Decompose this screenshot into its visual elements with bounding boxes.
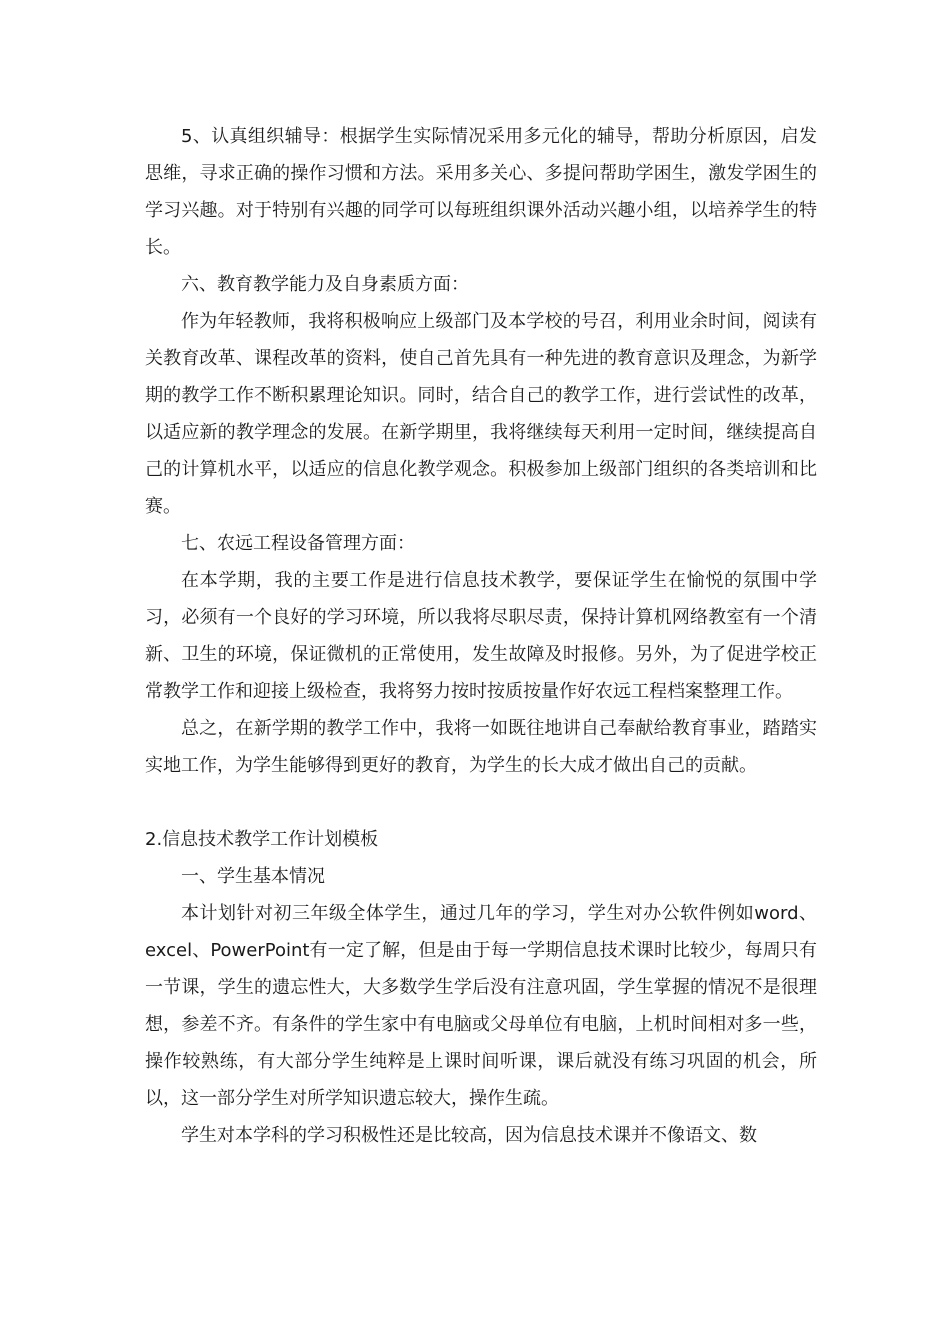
heading-equipment-management: 七、农远工程设备管理方面： <box>181 533 415 554</box>
paragraph-learning-enthusiasm: 学生对本学科的学习积极性还是比较高，因为信息技术课并不像语文、数 <box>181 1125 757 1146</box>
paragraph-teaching-ability: 作为年轻教师，我将积极响应上级部门及本学校的号召，利用业余时间，阅读有关教育改革、课程改革的资料，使自己首先具有一种先进的教育意识及理念，为新学期的教学工作不断积累理论知识。同时，结合自己的教学工作，进行尝试性的改革，以适应新的教学理念的发展。在新学期里，我将继续每天利用一定时间，继续提高自己的计算机水平，以适应的信息化教学观念。积极参加上级部门组织的各类培训和比赛。 <box>145 311 817 517</box>
document-body <box>145 118 817 1154</box>
heading-student-situation: 一、学生基本情况 <box>181 866 325 887</box>
paragraph-tutoring: 5、认真组织辅导：根据学生实际情况采用多元化的辅导，帮助分析原因，启发思维，寻求正确的操作习惯和方法。采用多关心、多提问帮助学困生，激发学困生的学习兴趣。对于特别有兴趣的同学可以每班组织课外活动兴趣小组，以培养学生的特长。 <box>145 126 817 258</box>
blank-line <box>145 784 817 821</box>
paragraph-student-situation: 本计划针对初三年级全体学生，通过几年的学习，学生对办公软件例如word、excel、PowerPoint有一定了解，但是由于每一学期信息技术课时比较少，每周只有一节课，学生的遗忘性大，大多数学生学后没有注意巩固，学生掌握的情况不是很理想，参差不齐。有条件的学生家中有电脑或父母单位有电脑，上机时间相对多一些，操作较熟练，有大部分学生纯粹是上课时间听课，课后就没有练习巩固的机会，所以，这一部分学生对所学知识遗忘较大，操作生疏。 <box>145 903 817 1109</box>
paragraph-conclusion: 总之，在新学期的教学工作中，我将一如既往地讲自己奉献给教育事业，踏踏实实地工作，为学生能够得到更好的教育，为学生的长大成才做出自己的贡献。 <box>145 718 817 776</box>
paragraph-equipment-management: 在本学期，我的主要工作是进行信息技术教学，要保证学生在愉悦的氛围中学习，必须有一个良好的学习环境，所以我将尽职尽责，保持计算机网络教室有一个清新、卫生的环境，保证微机的正常使用，发生故障及时报修。另外，为了促进学校正常教学工作和迎接上级检查，我将努力按时按质按量作好农远工程档案整理工作。 <box>145 570 817 702</box>
heading-teaching-ability: 六、教育教学能力及自身素质方面： <box>181 274 469 295</box>
section-title: 2.信息技术教学工作计划模板 <box>145 829 379 850</box>
